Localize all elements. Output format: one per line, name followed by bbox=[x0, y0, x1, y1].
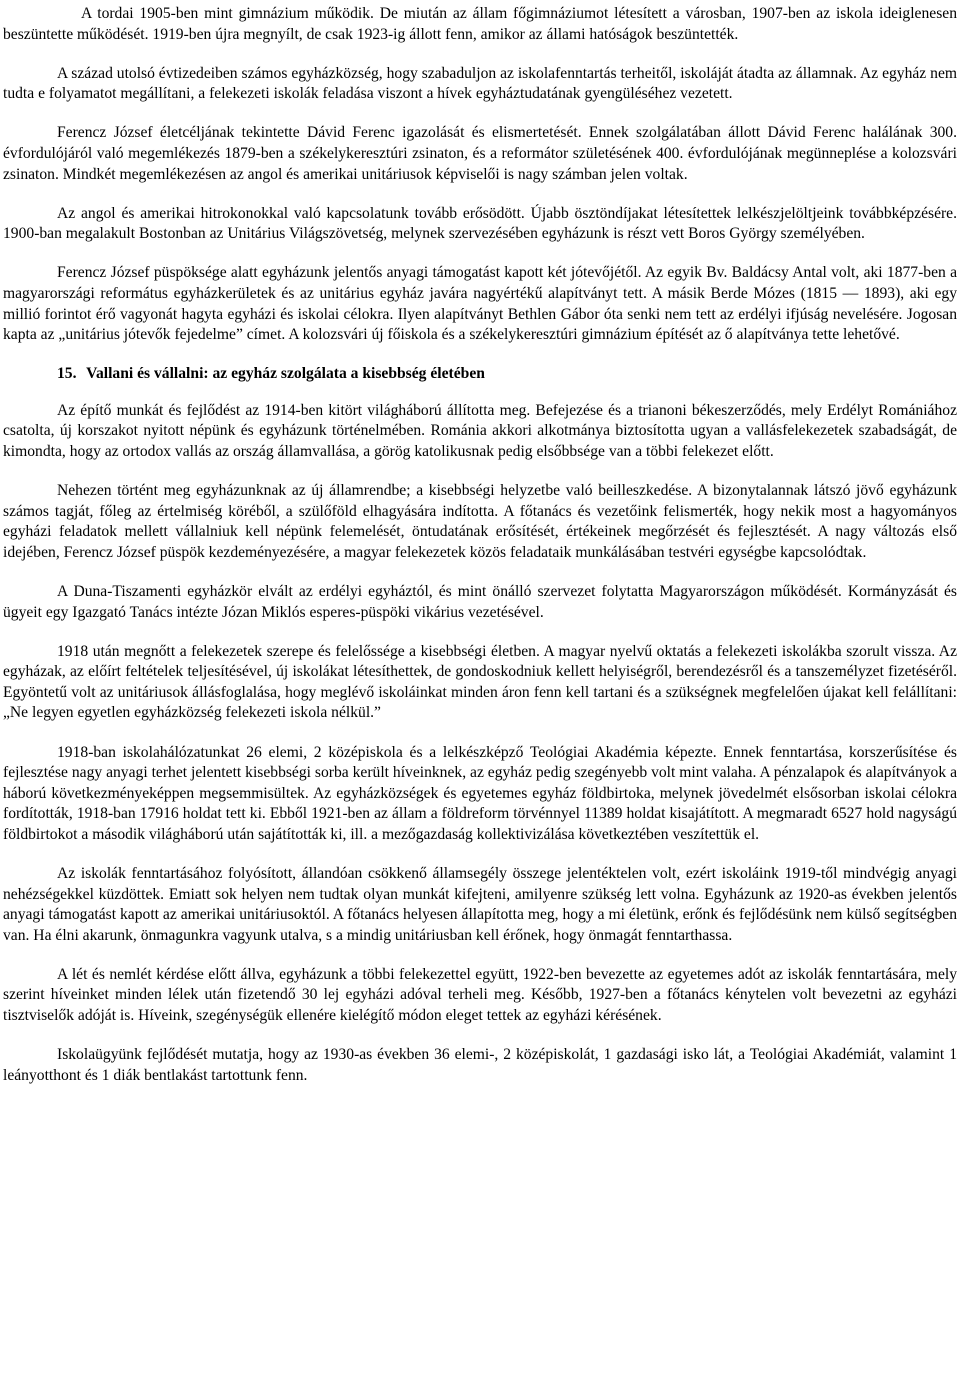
section-title: Vallani és vállalni: az egyház szolgálata a kisebbség életében bbox=[86, 365, 485, 383]
paragraph: A tordai 1905-ben mint gimnázium működik. De miután az állam főgimnáziumot létesített a városban, 1907-ben az iskola ideiglenesen beszüntette működését. 1919-ben újra megnyílt, de csak 1923-ig állott fenn, amikor az állami hatóságok beszüntették. bbox=[3, 5, 957, 43]
paragraph: Az angol és amerikai hitrokonokkal való kapcsolatunk tovább erősödött. Újabb ösztöndíjakat létesítettek lelkészjelöltjeink továbbképzésére. 1900-ban megalakult Bostonban az Unitárius Világszövetség, melynek szervezésében egyházunk is részt vett Boros György személyében. bbox=[3, 204, 957, 243]
paragraph: Ferencz József püspöksége alatt egyházunk jelentős anyagi támogatást kapott két jótevőjétől. Az egyik Bv. Baldácsy Antal volt, aki 1877-ben a magyarországi református egyházkerületek és az unitárius egyház javára nagyértékű alapítványt tett. A másik Berde Mózes (1815 — 1893), aki egy millió forintot érő vagyonát hagyta egyházi és iskolai célokra. Ilyen alapítványt Bethlen Gábor óta senki nem tett az erdélyi ifjúság nevelésére. Jogosan kapta az „unitárius jótevők fejedelme” címet. A kolozsvári új főiskola és a székelykeresztúri gimnázium építését az ő alapítványa tette lehetővé. bbox=[3, 264, 957, 344]
paragraph: Az építő munkát és fejlődést az 1914-ben kitört világháború állította meg. Befejezése és a trianoni békeszerződés, mely Erdélyt Romániához csatolta, új korszakot nyitott népünk és egyházunk történelmében. Románia akkori alkotmánya biztosította ugyan a vallásfelekezetek szabadságát, de kimondta, hogy az ortodox vallás az ország államvallása, a görög katolikusnak pedig elsőbbsége van a többi felekezet előtt. bbox=[3, 401, 957, 460]
paragraph: A Duna-Tiszamenti egyházkör elvált az erdélyi egyháztól, és mint önálló szervezet folytatta Magyarországon működését. Kormányzását és ügyeit egy Igazgató Tanács intézte Józan Miklós esperes-püspöki vikárius vezetésével. bbox=[3, 582, 957, 621]
paragraph: A lét és nemlét kérdése előtt állva, egyházunk a többi felekezettel együtt, 1922-ben bevezette az egyetemes adót az iskolák fenntartására, mely szerint híveinket minden lélek után fizetendő 30 lej egyházi adóval terheli meg. Később, 1927-ben a főtanács kénytelen volt bevezetni az egyházi tisztviselők adóját is. Híveink, szegénységük ellenére kielégítő módon eleget tettek az egyházi kérésének. bbox=[3, 965, 957, 1025]
paragraph: 1918-ban iskolahálózatunkat 26 elemi, 2 középiskola és a lelkészképző Teológiai Akadémia képezte. Ennek fenntartása, korszerűsítése és fejlesztése nagy anyagi terhet jelentett kisebbségi sorba került híveinknek, az egyház pedig szegényebb volt mint valaha. A pénzalapok és alapítványok a háború következményeképpen megsemmisültek. Az egyházközségek és egyetemes egyház földbirtoka, melynek jövedelmét elsősorban iskolai célokra fordították, 1918-ban 17916 holdat tett ki. Ebből 1921-ben az állam a földreform törvénnyel 11389 holdat kisajátított. A megmaradt 6527 hold nagyságú földbirtokot a második világháború után sajátították ki, ill. a mezőgazdaság kollektivizálása következtében veszítettük el. bbox=[3, 743, 957, 843]
paragraph: 1918 után megnőtt a felekezetek szerepe és felelőssége a kisebbségi életben. A magyar nyelvű oktatás a felekezeti iskolákba szorult vissza. Az egyházak, az előírt feltételek teljesítésével, új iskolákat létesíthettek, de gondoskodniuk kellett helyiségről, berendezésről és a tanszemélyzet fizetéséről. Egyöntetű volt az unitáriusok állásfoglalása, hogy meglévő iskoláinkat minden áron fenn kell tartani és a szükségnek megfelelően újakat kell felállítani: „Ne legyen egyetlen egyházközség felekezeti iskola nélkül.” bbox=[3, 642, 957, 722]
paragraph: Nehezen történt meg egyházunknak az új államrendbe; a kisebbségi helyzetbe való beilleszkedése. A bizonytalannak látszó jövő egyházunk számos tagját, főleg az értelmiség köréből, a szülőföld elhagyására indította. A főtanács és vezetőink felismerték, hogy nekik most a hagyományos egyházi feladatok mellett vállalniuk kell népünk felemelését, öntudatának erősítését, értékeinek megőrzését és fejlesztését. A nagy változás első idejében, Ferencz József püspök kezdeményezésére, a magyar felekezetek közös feladataik munkálásában testvéri egységbe kapcsolódtak. bbox=[3, 482, 957, 561]
paragraph: Az iskolák fenntartásához folyósított, állandóan csökkenő államsegély összege jelentéktelen volt, ezért iskoláink 1919-től mindvégig anyagi nehézségekkel küzdöttek. Emiatt sok helyen nem tudtak olyan munkát kifejteni, amilyenre szükség lett volna. Egyházunk az 1920-as években jelentős anyagi támogatást kapott az amerikai unitáriusoktól. A főtanács helyesen állapította meg, hogy a mi életünk, erőnk és fejlődésünk nem külső segítségben van. Ha élni akarunk, önmagunkra vagyunk utalva, s a mindig unitáriusban kell érőnek, hogy önmagát fenntarthassa. bbox=[3, 865, 957, 944]
paragraph: Iskolaügyünk fejlődését mutatja, hogy az 1930-as években 36 elemi-, 2 középiskolát, 1 gazdasági isko lát, a Teológiai Akadémiát, valamint 1 leányotthont és 1 diák bentlakást tartottunk fenn. bbox=[3, 1046, 957, 1084]
paragraph: A század utolsó évtizedeiben számos egyházközség, hogy szabaduljon az iskolafenntartás terheitől, iskoláját átadta az államnak. Az egyház nem tudta e folyamatot megállítani, a felekezeti iskolák feladása viszont a hívek egyháztudatának gyengüléséhez vezetett. bbox=[3, 64, 957, 103]
section-heading bbox=[3, 364, 957, 385]
section-number: 15. bbox=[57, 365, 77, 383]
paragraph: Ferencz József életcéljának tekintette Dávid Ferenc igazolását és elismertetését. Ennek szolgálatában állott Dávid Ferenc halálának 300. évfordulójáról való megemlékezés 1879-ben a székelykeresztúri zsinaton, és a reformátor születésének 400. évfordulójának megünneplése a kolozsvári zsinaton. Mindkét megemlékezésen az angol és amerikai unitáriusok képviselői is nagy számban jelen voltak. bbox=[3, 124, 957, 183]
